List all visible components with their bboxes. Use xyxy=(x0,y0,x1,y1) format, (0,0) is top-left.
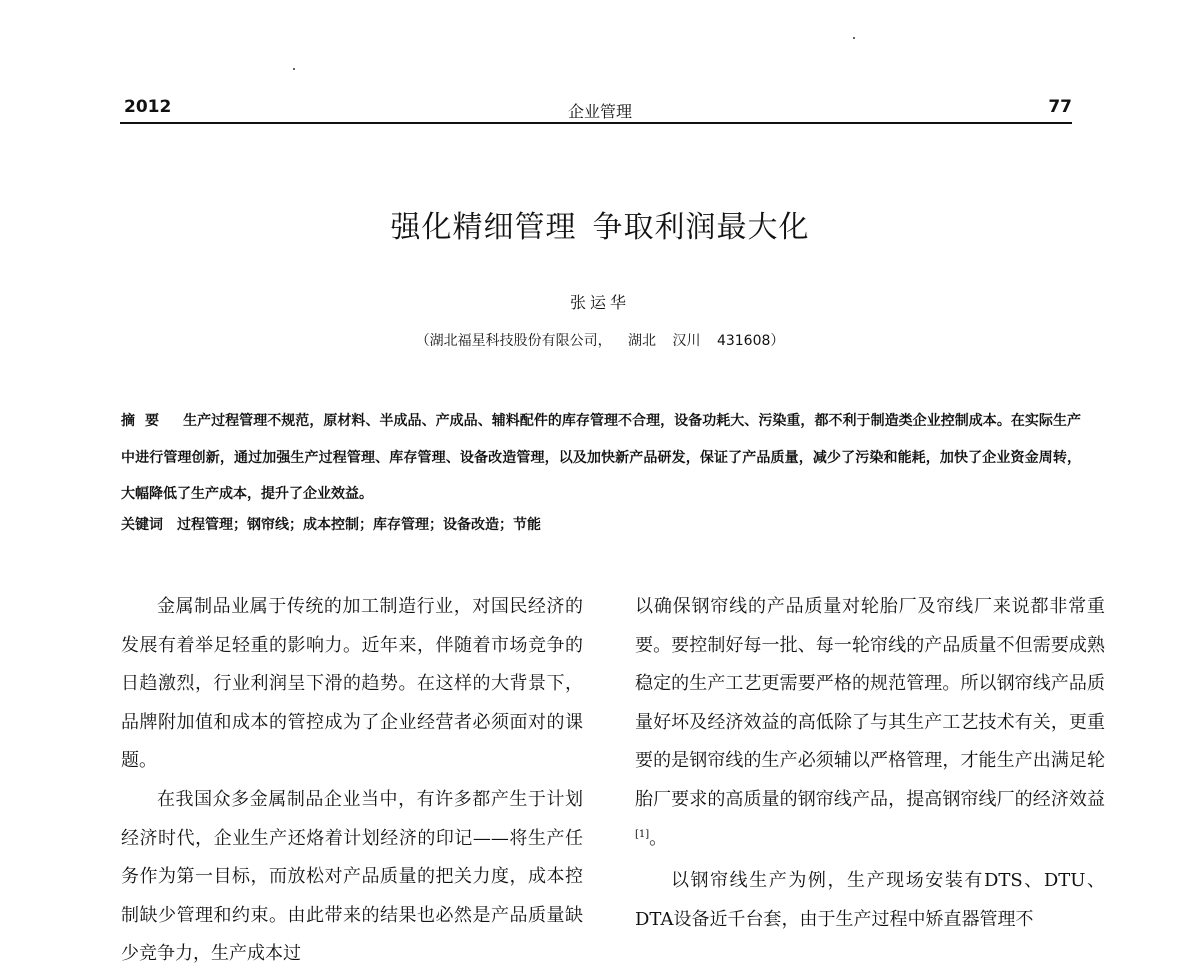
affiliation-province: 湖北 xyxy=(628,333,657,349)
keywords xyxy=(121,514,1081,534)
keyword: 钢帘线 ； xyxy=(247,517,303,533)
article-title xyxy=(0,202,1200,246)
body-paragraph: 在我国众多金属制品企业当中，有许多都产生于计划经济时代，企业生产还烙着计划经济的印记——将生产任务作为第一目标，而放松对产品质量的把关力度，成本控制缺少管理和约束。由此带来的结果也必然是产品质量缺少竞争力，生产成本过 xyxy=(121,788,583,965)
keyword: 设备改造 ； xyxy=(443,517,513,533)
author: 张运华 xyxy=(569,293,630,312)
keyword: 成本控制 ； xyxy=(303,517,373,533)
body-column-left xyxy=(121,588,583,974)
abstract-label: 摘要 xyxy=(121,413,170,429)
body-paragraph: 以钢帘线生产为例，生产现场安装有DTS、DTU、DTA设备近千台套，由于生产过程中矫直器管理不 xyxy=(635,870,1105,930)
header-page-number: 77 xyxy=(1048,97,1072,117)
affiliation-postcode: 431608） xyxy=(716,333,785,349)
keywords-label: 关键词 xyxy=(121,517,163,533)
body-paragraph: 金属制品业属于传统的加工制造行业，对国民经济的发展有着举足轻重的影响力。近年来，伴随着市场竞争的日趋激烈，行业利润呈下滑的趋势。在这样的大背景下，品牌附加值和成本的管控成为了企业经营者必须面对的课题。 xyxy=(121,596,583,772)
keyword: 库存管理 ； xyxy=(373,517,443,533)
affiliation xyxy=(0,330,1200,350)
body-column-right xyxy=(635,588,1105,939)
keyword: 节能 xyxy=(513,517,541,533)
header-journal: 企业管理 xyxy=(567,102,632,121)
affiliation-city: 汉川 xyxy=(672,333,701,349)
affiliation-org: （湖北福星科技股份有限公司， xyxy=(415,333,612,349)
title-part-1: 强化精细管理 xyxy=(390,210,577,245)
body-paragraph-text: 以确保钢帘线的产品质量对轮胎厂及帘线厂来说都非常重要。要控制好每一批、每一轮帘线的产品质量不但需要成熟稳定的生产工艺更需要严格的规范管理。所以钢帘线产品质量好坏及经济效益的高低除了与其生产工艺技术有关，更重要的是钢帘线的生产必须辅以严格管理，才能生产出满足轮胎厂要求的高质量的钢帘线产品，提高钢帘线厂的经济效益 xyxy=(635,596,1105,810)
header-rule xyxy=(120,122,1072,124)
scan-speck xyxy=(293,68,295,70)
keyword: 过程管理 ； xyxy=(177,517,247,533)
body-paragraph-end: 。 xyxy=(649,827,668,849)
abstract xyxy=(121,403,1081,513)
scan-speck xyxy=(853,37,855,39)
citation-ref: [1] xyxy=(635,828,650,840)
abstract-text: 生产过程管理不规范，原材料、半成品、产成品、辅料配件的库存管理不合理，设备功耗大、污染重，都不利于制造类企业控制成本。在实际生产中进行管理创新，通过加强生产过程管理、库存管理、设备改造管理，以及加快新产品研发，保证了产品质量，减少了污染和能耗，加快了企业资金周转，大幅降低了生产成本，提升了企业效益。 xyxy=(121,413,1081,502)
title-part-2: 争取利润最大化 xyxy=(592,210,810,245)
body-paragraph xyxy=(635,588,1105,858)
header-year: 2012 xyxy=(124,97,172,117)
